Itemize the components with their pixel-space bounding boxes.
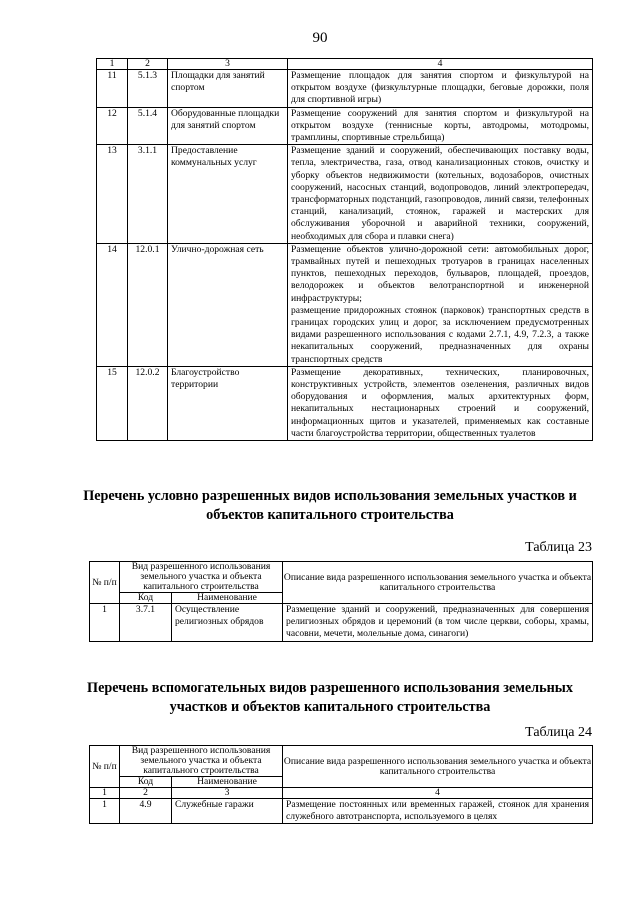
section-heading-conditional-uses: Перечень условно разрешенных видов использования земельных участков и объектов капитального строительства	[83, 488, 577, 523]
table-row	[97, 70, 593, 108]
header-code: Код	[120, 777, 172, 788]
header-cell: 2	[128, 59, 168, 70]
description-paragraph: размещение придорожных стоянок (парковок) транспортных средств в границах городских улиц и дорог, за исключением предусмотренных видами разрешенного использования с кодами 2.7.1, 4.9, 7.2.3, а также некапитальных сооружений, предназначенных для охраны транспортных средств	[291, 304, 589, 365]
table-row	[97, 145, 593, 244]
row-number: 13	[97, 145, 128, 244]
conditional-uses-table	[89, 561, 593, 642]
use-name: Площадки для занятий спортом	[168, 70, 288, 108]
use-code: 12.0.1	[128, 243, 168, 366]
header-name: Наименование	[172, 777, 283, 788]
table-row	[97, 366, 593, 440]
use-description: Размещение площадок для занятия спортом и физкультурой на открытом воздухе (физкультурные площадки, беговые дорожки, поля для спортивной игры)	[288, 70, 593, 108]
use-name: Улично-дорожная сеть	[168, 243, 288, 366]
use-name: Служебные гаражи	[172, 799, 283, 824]
column-number: 2	[120, 788, 172, 799]
table-row	[97, 243, 593, 366]
page-number: 90	[312, 30, 328, 46]
use-name: Оборудованные площадки для занятий спортом	[168, 107, 288, 145]
row-number: 12	[97, 107, 128, 145]
header-description: Описание вида разрешенного использования земельного участка и объекта капитального строительства	[283, 562, 593, 604]
header-cell: 4	[288, 59, 593, 70]
use-description: Размещение постоянных или временных гаражей, стоянок для хранения служебного автотранспорта, используемого в целях	[283, 799, 593, 824]
column-number-row	[90, 788, 593, 799]
row-number: 11	[97, 70, 128, 108]
column-number: 1	[90, 788, 120, 799]
header-use-group: Вид разрешенного использования земельного участка и объекта капитального строительства	[120, 562, 283, 593]
use-name: Благоустройство территории	[168, 366, 288, 440]
row-number: 14	[97, 243, 128, 366]
column-number: 4	[283, 788, 593, 799]
header-description: Описание вида разрешенного использования земельного участка и объекта капитального строительства	[283, 746, 593, 788]
header-cell: 3	[168, 59, 288, 70]
section-heading-auxiliary-uses: Перечень вспомогательных видов разрешенного использования земельных участков и объектов капитального строительства	[87, 680, 573, 715]
use-code: 5.1.3	[128, 70, 168, 108]
header-use-group: Вид разрешенного использования земельного участка и объекта капитального строительства	[120, 746, 283, 777]
header-cell: 1	[97, 59, 128, 70]
column-number: 3	[172, 788, 283, 799]
use-code: 3.1.1	[128, 145, 168, 244]
use-name: Предоставление коммунальных услуг	[168, 145, 288, 244]
table-row	[90, 604, 593, 642]
uses-table-continued	[96, 58, 593, 441]
table-header-row	[90, 562, 593, 593]
header-number: № п/п	[90, 562, 120, 604]
table-header-row	[90, 746, 593, 777]
use-description: Размещение декоративных, технических, планировочных, конструктивных устройств, элементов озеленения, различных видов оборудования и оформления, малых архитектурных форм, некапитальных нестационарных строений и сооружений, информационных щитов и указателей, применяемых как составные части благоустройства территории, общественных туалетов	[288, 366, 593, 440]
use-description: Размещение зданий и сооружений, обеспечивающих поставку воды, тепла, электричества, газа, отвод канализационных стоков, очистку и уборку объектов недвижимости (котельных, водозаборов, очистных сооружений, насосных станций, водопроводов, линий электропередач, трансформаторных подстанций, газопроводов, линий связи, телефонных станций, канализаций, стоянок, гаражей и мастерских для обслуживания уборочной и аварийной техники, сооружений, необходимых для сбора и плавки снега)	[288, 145, 593, 244]
use-name: Осуществление религиозных обрядов	[172, 604, 283, 642]
auxiliary-uses-table	[89, 745, 593, 824]
use-description: Размещение зданий и сооружений, предназначенных для совершения религиозных обрядов и церемоний (в том числе церкви, соборы, храмы, часовни, мечети, молельные дома, синагоги)	[283, 604, 593, 642]
row-number: 1	[90, 799, 120, 824]
use-code: 12.0.2	[128, 366, 168, 440]
row-number: 1	[90, 604, 120, 642]
use-code: 5.1.4	[128, 107, 168, 145]
header-number: № п/п	[90, 746, 120, 788]
use-code: 4.9	[120, 799, 172, 824]
table-row	[90, 799, 593, 824]
table-caption-23: Таблица 23	[525, 540, 592, 555]
description-paragraph: Размещение объектов улично-дорожной сети: автомобильных дорог, трамвайных путей и пешеходных тротуаров в границах населенных пунктов, пешеходных переходов, бульваров, площадей, проездов, велодорожек и объектов велотранспортной и инженерной инфраструктуры;	[291, 243, 589, 304]
header-code: Код	[120, 593, 172, 604]
row-number: 15	[97, 366, 128, 440]
table-caption-24: Таблица 24	[525, 725, 592, 740]
table-header-row	[97, 59, 593, 70]
use-code: 3.7.1	[120, 604, 172, 642]
table-row	[97, 107, 593, 145]
header-name: Наименование	[172, 593, 283, 604]
use-description	[288, 243, 593, 366]
use-description: Размещение сооружений для занятия спортом и физкультурой на открытом воздухе (теннисные корты, автодромы, мотодромы, трамплины, спортивные стрельбища)	[288, 107, 593, 145]
